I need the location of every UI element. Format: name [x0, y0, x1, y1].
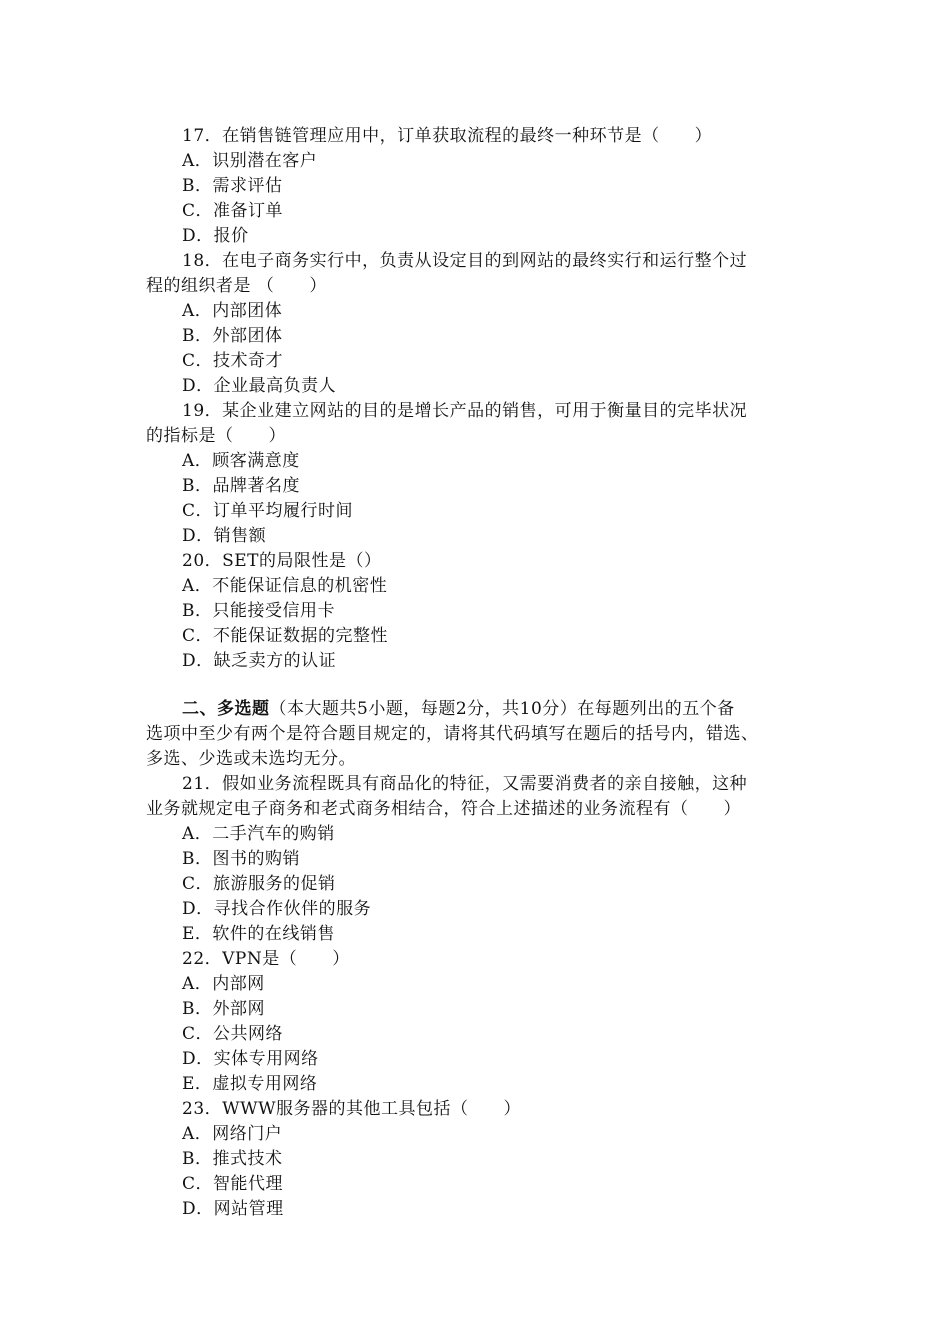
question-18-option-b: B．外部团体 [182, 326, 283, 346]
question-20-option-c: C．不能保证数据的完整性 [182, 626, 389, 646]
question-18-option-c: C．技术奇才 [182, 351, 284, 371]
question-19-stem-line-1: 19．某企业建立网站的目的是增长产品的销售，可用于衡量目的完毕状况 [182, 401, 748, 421]
section-2-heading: 二、多选题 [182, 699, 270, 719]
question-19-option-b: B．品牌著名度 [182, 476, 300, 496]
question-21-stem-line-1: 21．假如业务流程既具有商品化的特征，又需要消费者的亲自接触，这种 [182, 774, 748, 794]
question-22-option-e: E．虚拟专用网络 [182, 1074, 318, 1094]
question-17-option-c: C．准备订单 [182, 201, 284, 221]
question-21-option-e: E．软件的在线销售 [182, 924, 335, 944]
question-22-option-c: C．公共网络 [182, 1024, 284, 1044]
question-18-stem-line-1: 18．在电子商务实行中，负责从设定目的到网站的最终实行和运行整个过 [182, 251, 748, 271]
question-22-option-a: A．内部网 [182, 974, 265, 994]
question-18-option-d: D．企业最高负责人 [182, 376, 337, 396]
question-18-stem-line-2: 程的组织者是 （ ） [146, 276, 327, 296]
question-20-option-b: B．只能接受信用卡 [182, 601, 335, 621]
question-22-option-d: D．实体专用网络 [182, 1049, 319, 1069]
question-21-stem-line-2: 业务就规定电子商务和老式商务相结合，符合上述描述的业务流程有（ ） [146, 799, 741, 819]
question-17-option-b: B．需求评估 [182, 176, 283, 196]
question-17-option-d: D．报价 [182, 226, 249, 246]
question-20-stem: 20．SET的局限性是（） [182, 551, 382, 571]
question-20-option-d: D．缺乏卖方的认证 [182, 651, 337, 671]
question-21-option-d: D．寻找合作伙伴的服务 [182, 899, 372, 919]
question-23-option-a: A．网络门户 [182, 1124, 283, 1144]
question-22-stem: 22．VPN是（ ） [182, 949, 350, 969]
question-21-option-c: C．旅游服务的促销 [182, 874, 336, 894]
question-23-option-c: C．智能代理 [182, 1174, 284, 1194]
question-21-option-b: B．图书的购销 [182, 849, 300, 869]
section-2-intro-line-3: 多选、少选或未选均无分。 [146, 749, 356, 769]
question-19-option-a: A．顾客满意度 [182, 451, 300, 471]
question-19-option-d: D．销售额 [182, 526, 267, 546]
question-20-option-a: A．不能保证信息的机密性 [182, 576, 388, 596]
question-17-option-a: A．识别潜在客户 [182, 151, 318, 171]
question-23-option-b: B．推式技术 [182, 1149, 283, 1169]
question-23-option-d: D．网站管理 [182, 1199, 284, 1219]
question-19-stem-line-2: 的指标是（ ） [146, 426, 286, 446]
question-22-option-b: B．外部网 [182, 999, 265, 1019]
question-23-stem: 23．WWW服务器的其他工具包括（ ） [182, 1099, 522, 1119]
question-18-option-a: A．内部团体 [182, 301, 283, 321]
section-gap [146, 674, 816, 697]
question-19-option-c: C．订单平均履行时间 [182, 501, 354, 521]
section-2-intro-text: （本大题共5小题，每题2分，共10分）在每题列出的五个备 [269, 699, 735, 719]
question-21-option-a: A．二手汽车的购销 [182, 824, 335, 844]
section-2-intro-line-2: 选项中至少有两个是符合题目规定的，请将其代码填写在题后的括号内，错选、 [146, 724, 759, 744]
exam-content [146, 124, 816, 1222]
question-17-stem: 17．在销售链管理应用中，订单获取流程的最终一种环节是（ ） [182, 126, 713, 146]
section-2-intro-line-1 [146, 697, 816, 722]
